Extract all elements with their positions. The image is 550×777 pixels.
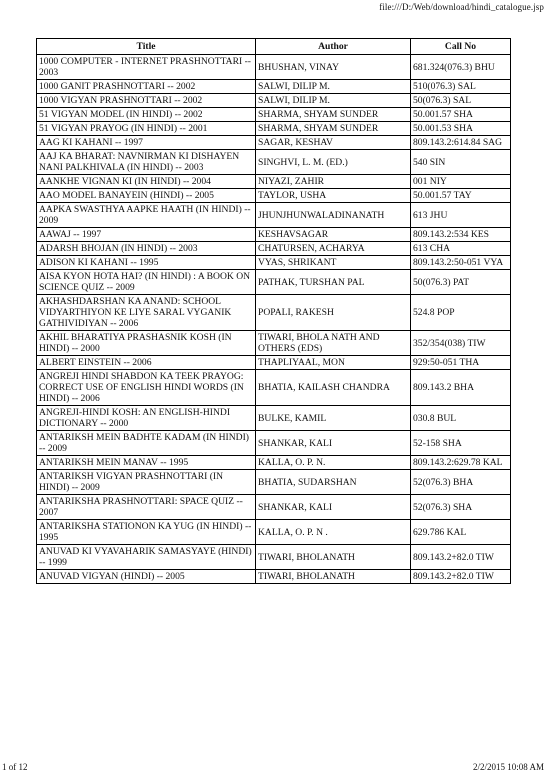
- cell-call-no: 50(076.3) SAL: [411, 94, 511, 108]
- table-row: [37, 136, 511, 150]
- cell-author: BHATIA, KAILASH CHANDRA: [256, 370, 411, 406]
- table-row: [37, 295, 511, 331]
- table-row: [37, 570, 511, 584]
- table-row: [37, 520, 511, 545]
- cell-call-no: 030.8 BUL: [411, 406, 511, 431]
- cell-call-no: 613 JHU: [411, 203, 511, 228]
- cell-title: 1000 VIGYAN PRASHNOTTARI -- 2002: [37, 94, 256, 108]
- cell-call-no: 001 NIY: [411, 175, 511, 189]
- cell-author: POPALI, RAKESH: [256, 295, 411, 331]
- column-header-author: Author: [256, 39, 411, 55]
- cell-call-no: 50.001.57 SHA: [411, 108, 511, 122]
- cell-title: ANUVAD VIGYAN (HINDI) -- 2005: [37, 570, 256, 584]
- cell-author: SHARMA, SHYAM SUNDER: [256, 122, 411, 136]
- cell-author: NIYAZI, ZAHIR: [256, 175, 411, 189]
- cell-call-no: 524.8 POP: [411, 295, 511, 331]
- cell-title: ANUVAD KI VYAVAHARIK SAMASYAYE (HINDI) -- 1999: [37, 545, 256, 570]
- table-row: [37, 406, 511, 431]
- cell-call-no: 809.143.2 BHA: [411, 370, 511, 406]
- cell-author: SHANKAR, KALI: [256, 431, 411, 456]
- table-row: [37, 189, 511, 203]
- cell-title: ANTARIKSHA PRASHNOTTARI: SPACE QUIZ -- 2007: [37, 495, 256, 520]
- cell-title: ANTARIKSH VIGYAN PRASHNOTTARI (IN HINDI) -- 2009: [37, 470, 256, 495]
- cell-title: 1000 COMPUTER - INTERNET PRASHNOTTARI -- 2003: [37, 55, 256, 80]
- table-row: [37, 495, 511, 520]
- cell-title: 1000 GANIT PRASHNOTTARI -- 2002: [37, 80, 256, 94]
- cell-call-no: 681.324(076.3) BHU: [411, 55, 511, 80]
- cell-author: SALWI, DILIP M.: [256, 80, 411, 94]
- table-row: [37, 545, 511, 570]
- cell-call-no: 510(076.3) SAL: [411, 80, 511, 94]
- cell-author: TAYLOR, USHA: [256, 189, 411, 203]
- table-row: [37, 256, 511, 270]
- cell-call-no: 52(076.3) BHA: [411, 470, 511, 495]
- cell-title: ADISON KI KAHANI -- 1995: [37, 256, 256, 270]
- table-row: [37, 356, 511, 370]
- cell-title: ANGREJI-HINDI KOSH: AN ENGLISH-HINDI DICTIONARY -- 2000: [37, 406, 256, 431]
- cell-author: JHUNJHUNWALADINANATH: [256, 203, 411, 228]
- cell-author: SAGAR, KESHAV: [256, 136, 411, 150]
- cell-call-no: 629.786 KAL: [411, 520, 511, 545]
- cell-call-no: 809.143.2+82.0 TIW: [411, 570, 511, 584]
- table-row: [37, 456, 511, 470]
- cell-title: AAWAJ -- 1997: [37, 228, 256, 242]
- cell-author: PATHAK, TURSHAN PAL: [256, 270, 411, 295]
- table-row: [37, 55, 511, 80]
- cell-author: TIWARI, BHOLANATH: [256, 545, 411, 570]
- cell-title: ANGREJI HINDI SHABDON KA TEEK PRAYOG: CORRECT USE OF ENGLISH HINDI WORDS (IN HINDI) -- 2006: [37, 370, 256, 406]
- table-row: [37, 150, 511, 175]
- cell-author: BULKE, KAMIL: [256, 406, 411, 431]
- cell-call-no: 52-158 SHA: [411, 431, 511, 456]
- cell-author: KALLA, O. P. N.: [256, 456, 411, 470]
- table-row: [37, 203, 511, 228]
- cell-author: KESHAVSAGAR: [256, 228, 411, 242]
- cell-title: AAO MODEL BANAYEIN (HINDI) -- 2005: [37, 189, 256, 203]
- column-header-title: Title: [37, 39, 256, 55]
- catalogue-table: [36, 38, 511, 584]
- cell-call-no: 809.143.2:614.84 SAG: [411, 136, 511, 150]
- cell-author: SALWI, DILIP M.: [256, 94, 411, 108]
- cell-title: AAG KI KAHANI -- 1997: [37, 136, 256, 150]
- table-row: [37, 94, 511, 108]
- cell-call-no: 809.143.2:50-051 VYA: [411, 256, 511, 270]
- cell-title: AKHIL BHARATIYA PRASHASNIK KOSH (IN HINDI) -- 2000: [37, 331, 256, 356]
- table-row: [37, 108, 511, 122]
- cell-call-no: 809.143.2:534 KES: [411, 228, 511, 242]
- cell-author: TIWARI, BHOLA NATH AND OTHERS (EDS): [256, 331, 411, 356]
- cell-author: THAPLIYAAL, MON: [256, 356, 411, 370]
- cell-author: SHANKAR, KALI: [256, 495, 411, 520]
- table-row: [37, 331, 511, 356]
- cell-title: ALBERT EINSTEIN -- 2006: [37, 356, 256, 370]
- cell-author: SHARMA, SHYAM SUNDER: [256, 108, 411, 122]
- cell-title: ANTARIKSH MEIN BADHTE KADAM (IN HINDI) -- 2009: [37, 431, 256, 456]
- table-row: [37, 470, 511, 495]
- table-header-row: [37, 39, 511, 55]
- cell-title: 51 VIGYAN PRAYOG (IN HINDI) -- 2001: [37, 122, 256, 136]
- table-row: [37, 242, 511, 256]
- cell-call-no: 540 SIN: [411, 150, 511, 175]
- table-row: [37, 431, 511, 456]
- cell-title: AKHASHDARSHAN KA ANAND: SCHOOL VIDYARTHIYON KE LIYE SARAL VYGANIK GATHIVIDIYAN -- 2006: [37, 295, 256, 331]
- cell-call-no: 809.143.2+82.0 TIW: [411, 545, 511, 570]
- cell-title: 51 VIGYAN MODEL (IN HINDI) -- 2002: [37, 108, 256, 122]
- cell-call-no: 809.143.2:629.78 KAL: [411, 456, 511, 470]
- table-row: [37, 175, 511, 189]
- table-row: [37, 80, 511, 94]
- cell-title: AAPKA SWASTHYA AAPKE HAATH (IN HINDI) -- 2009: [37, 203, 256, 228]
- cell-call-no: 352/354(038) TIW: [411, 331, 511, 356]
- cell-title: AISA KYON HOTA HAI? (IN HINDI) : A BOOK ON SCIENCE QUIZ -- 2009: [37, 270, 256, 295]
- cell-title: ANTARIKSHA STATIONON KA YUG (IN HINDI) -- 1995: [37, 520, 256, 545]
- cell-author: BHUSHAN, VINAY: [256, 55, 411, 80]
- cell-call-no: 50.001.53 SHA: [411, 122, 511, 136]
- cell-call-no: 50.001.57 TAY: [411, 189, 511, 203]
- catalogue-table-container: [36, 38, 510, 584]
- table-row: [37, 370, 511, 406]
- cell-author: TIWARI, BHOLANATH: [256, 570, 411, 584]
- table-row: [37, 122, 511, 136]
- cell-author: VYAS, SHRIKANT: [256, 256, 411, 270]
- table-row: [37, 270, 511, 295]
- cell-author: BHATIA, SUDARSHAN: [256, 470, 411, 495]
- cell-title: ADARSH BHOJAN (IN HINDI) -- 2003: [37, 242, 256, 256]
- column-header-call-no: Call No: [411, 39, 511, 55]
- cell-call-no: 613 CHA: [411, 242, 511, 256]
- cell-author: CHATURSEN, ACHARYA: [256, 242, 411, 256]
- file-url: file:///D:/Web/download/hindi_catalogue.jsp: [379, 2, 544, 12]
- cell-title: ANTARIKSH MEIN MANAV -- 1995: [37, 456, 256, 470]
- cell-author: SINGHVI, L. M. (ED.): [256, 150, 411, 175]
- page-indicator: 1 of 12: [2, 762, 28, 772]
- cell-call-no: 52(076.3) SHA: [411, 495, 511, 520]
- cell-call-no: 929:50-051 THA: [411, 356, 511, 370]
- cell-title: AAJ KA BHARAT: NAVNIRMAN KI DISHAYEN NANI PALKHIVALA (IN HINDI) -- 2003: [37, 150, 256, 175]
- cell-title: AANKHE VIGNAN KI (IN HINDI) -- 2004: [37, 175, 256, 189]
- cell-call-no: 50(076.3) PAT: [411, 270, 511, 295]
- cell-author: KALLA, O. P. N .: [256, 520, 411, 545]
- print-timestamp: 2/2/2015 10:08 AM: [472, 762, 544, 772]
- table-row: [37, 228, 511, 242]
